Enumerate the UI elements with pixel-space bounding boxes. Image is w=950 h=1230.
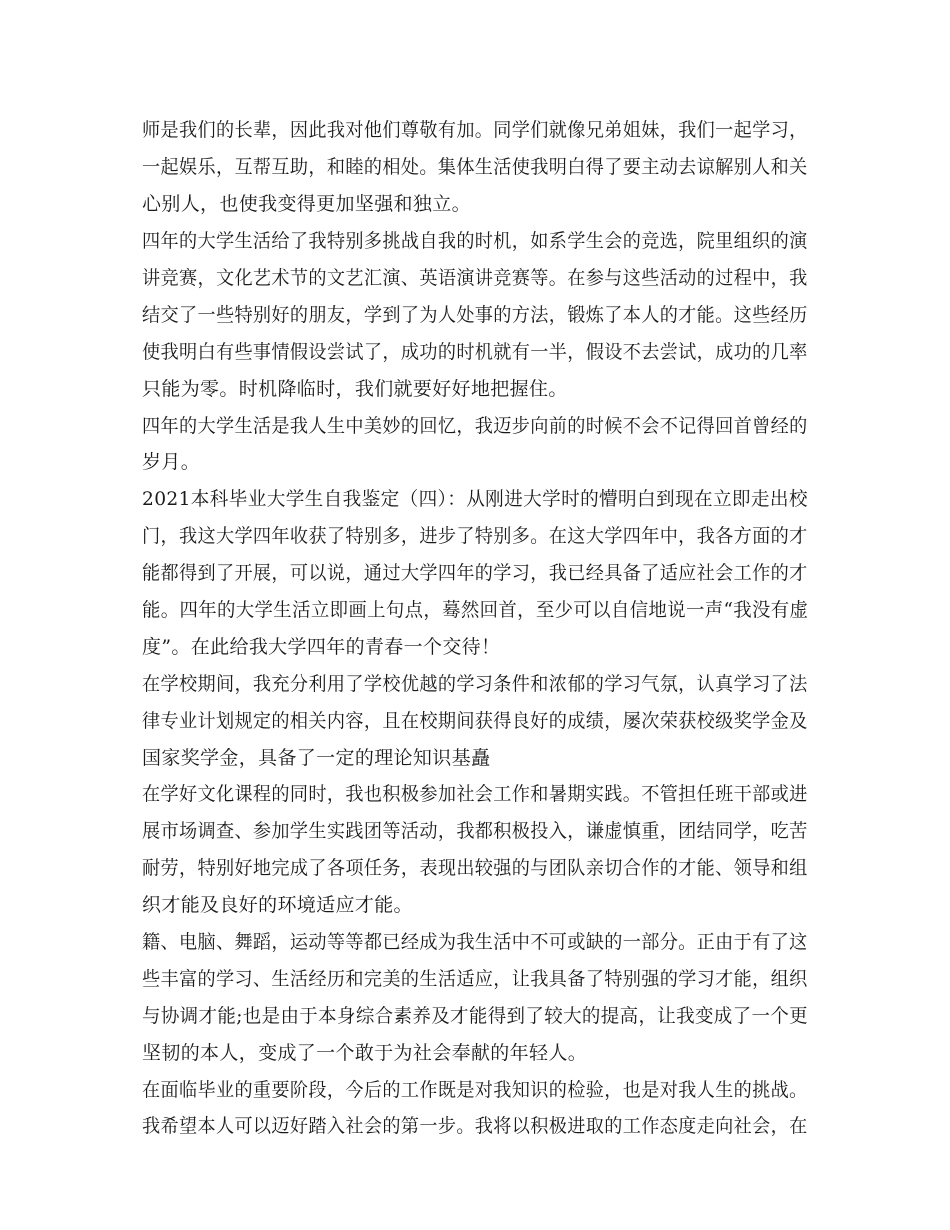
text-line: 门，我这大学四年收获了特别多，进步了特别多。在这大学四年中，我各方面的才 <box>142 525 808 547</box>
text-line: 度”。在此给我大学四年的青春一个交待！ <box>142 636 501 658</box>
text-line: 师是我们的长辈，因此我对他们尊敬有加。同学们就像兄弟姐妹，我们一起学习， <box>142 119 808 141</box>
text-line: 四年的大学生活给了我特别多挑战自我的时机，如系学生会的竞选，院里组织的演 <box>142 230 808 252</box>
text-line: 与协调才能;也是由于本身综合素养及才能得到了较大的提高，让我变成了一个更 <box>142 1005 809 1027</box>
text-line: 结交了一些特别好的朋友，学到了为人处事的方法，锻炼了本人的才能。这些经历 <box>142 304 808 326</box>
text-line: 些丰富的学习、生活经历和完美的生活适应，让我具备了特别强的学习才能，组织 <box>142 968 808 990</box>
text-line: 展市场调查、参加学生实践团等活动，我都积极投入，谦虚慎重，团结同学，吃苦 <box>142 820 808 842</box>
text-line: 只能为零。时机降临时，我们就要好好地把握住。 <box>142 378 568 400</box>
text-line: 一起娱乐，互帮互助，和睦的相处。集体生活使我明白得了要主动去谅解别人和关 <box>142 156 808 178</box>
text-line: 心别人，也使我变得更加坚强和独立。 <box>142 193 471 215</box>
text-line: 讲竞赛，文化艺术节的文艺汇演、英语演讲竞赛等。在参与这些活动的过程中，我 <box>142 267 808 289</box>
text-line: 籍、电脑、舞蹈，运动等等都已经成为我生活中不可或缺的一部分。正由于有了这 <box>142 931 808 953</box>
text-line: 能都得到了开展，可以说，通过大学四年的学习，我已经具备了适应社会工作的才 <box>142 562 808 584</box>
text-line: 我希望本人可以迈好踏入社会的第一步。我将以积极进取的工作态度走向社会，在 <box>142 1115 808 1137</box>
text-line: 坚韧的本人，变成了一个敢于为社会奉献的年轻人。 <box>142 1042 588 1064</box>
text-line: 四年的大学生活是我人生中美妙的回忆，我迈步向前的时候不会不记得回首曾经的 <box>142 415 808 437</box>
text-line: 岁月。 <box>142 451 201 473</box>
text-line: 在学校期间，我充分利用了学校优越的学习条件和浓郁的学习气氛，认真学习了法 <box>142 673 808 695</box>
text-line: 耐劳，特别好地完成了各项任务，表现出较强的与团队亲切合作的才能、领导和组 <box>142 857 808 879</box>
text-line: 国家奖学金，具备了一定的理论知识基矗 <box>142 747 491 769</box>
text-line: 织才能及良好的环境适应才能。 <box>142 894 413 916</box>
text-line: 使我明白有些事情假设尝试了，成功的时机就有一半，假设不去尝试，成功的几率 <box>142 341 808 363</box>
text-line: 律专业计划规定的相关内容，且在校期间获得良好的成绩，屡次荣获校级奖学金及 <box>142 710 808 732</box>
text-line: 在面临毕业的重要阶段，今后的工作既是对我知识的检验，也是对我人生的挑战。 <box>142 1079 808 1101</box>
text-line: 在学好文化课程的同时，我也积极参加社会工作和暑期实践。不管担任班干部或进 <box>142 783 808 805</box>
text-line: 2021本科毕业大学生自我鉴定（四）：从刚进大学时的懵明白到现在立即走出校 <box>142 488 808 510</box>
text-line: 能。四年的大学生活立即画上句点，蓦然回首，至少可以自信地说一声“我没有虚 <box>142 599 809 621</box>
